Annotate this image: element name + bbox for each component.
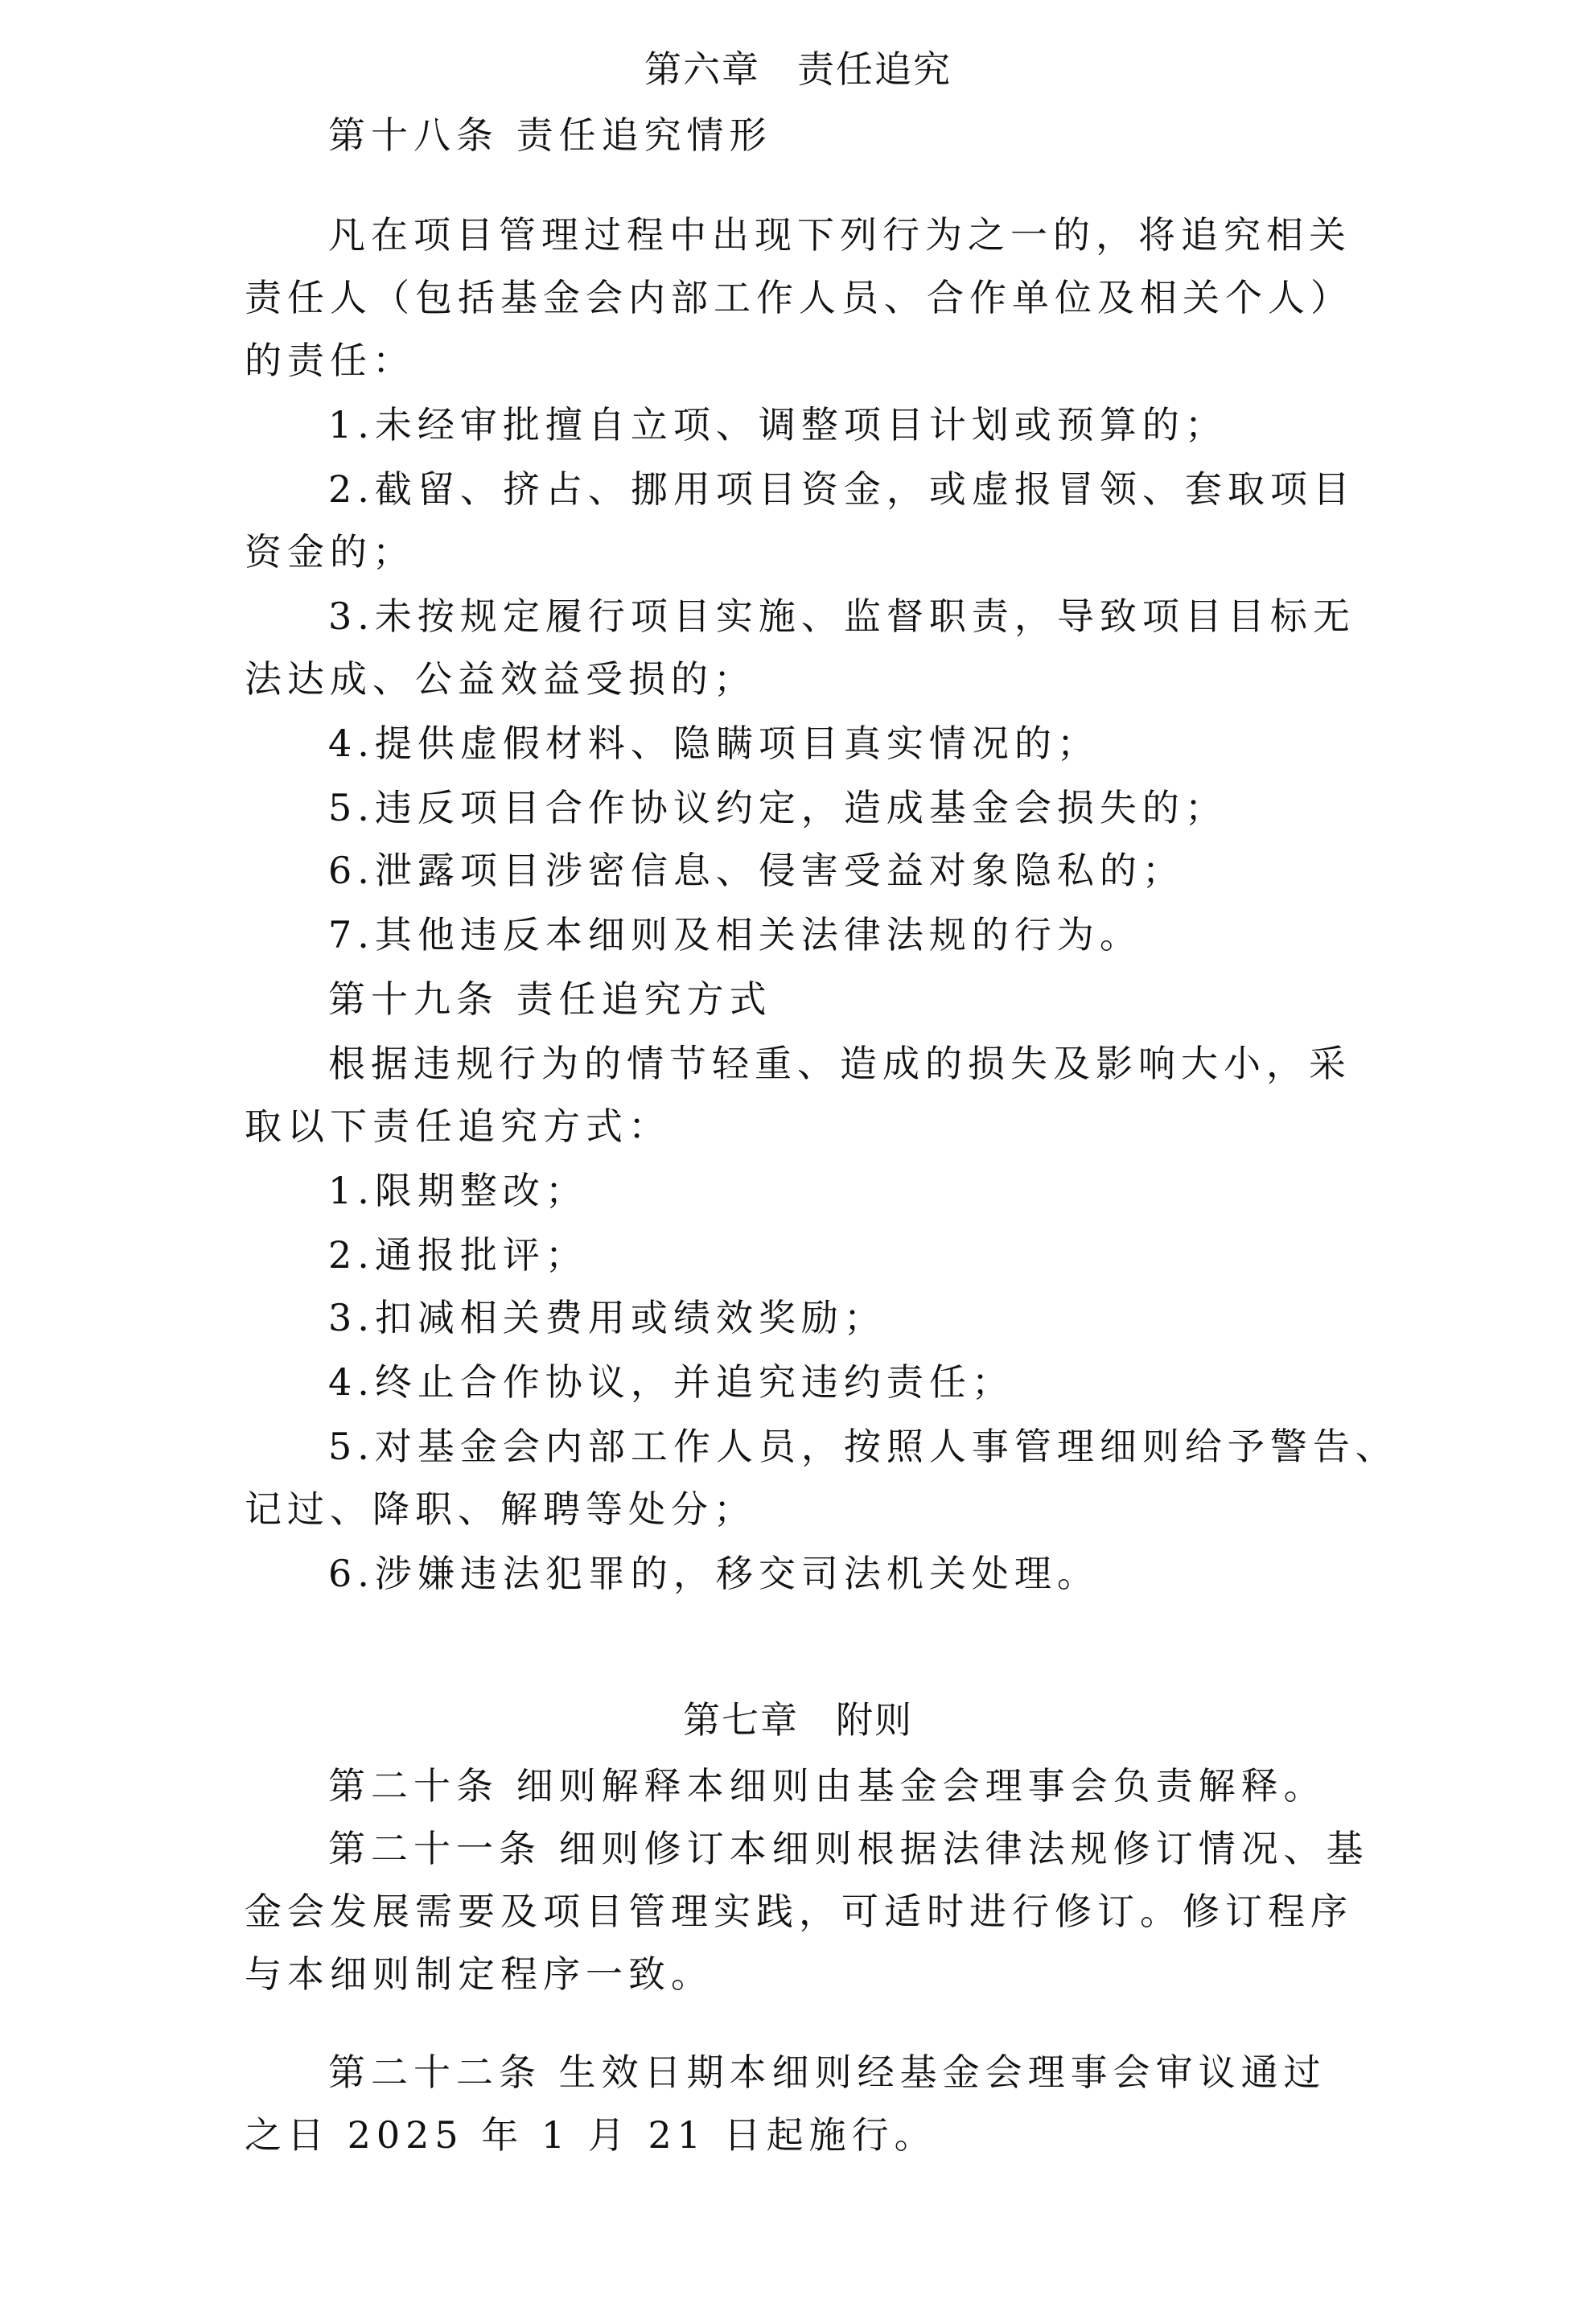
article-21-line3: 与本细则制定程序一致。 (245, 1952, 714, 1996)
article-22-line1: 第二十二条 生效日期本细则经基金会理事会审议通过 (328, 2051, 1327, 2094)
article-21-line1: 第二十一条 细则修订本细则根据法律法规修订情况、基 (328, 1827, 1369, 1870)
article-19-item-5-line1: 5.对基金会内部工作人员，按照人事管理细则给予警告、 (328, 1425, 1398, 1468)
article-19-item-1: 1.限期整改； (328, 1169, 588, 1212)
article-19-item-4: 4.终止合作协议，并追究违约责任； (328, 1360, 1014, 1404)
chapter-7-heading (0, 1696, 1596, 1744)
article-19-item-3: 3.扣减相关费用或绩效奖励； (328, 1296, 886, 1339)
article-19-heading: 第十九条 责任追究方式 (328, 977, 772, 1021)
article-18-item-5: 5.违反项目合作协议约定，造成基金会损失的； (328, 786, 1228, 829)
chapter-7-title: 附则 (836, 1698, 913, 1742)
article-18-heading: 第十八条 责任追究情形 (328, 113, 772, 157)
chapter-6-heading (0, 45, 1596, 93)
chapter-7-number: 第七章 (683, 1698, 799, 1742)
article-19-item-5-line2: 记过、降职、解聘等处分； (245, 1487, 756, 1531)
chapter-6-title: 责任追究 (797, 47, 952, 91)
article-18-intro-line3: 的责任： (245, 339, 415, 382)
article-19-item-2: 2.通报批评； (328, 1233, 588, 1277)
article-20-text: 第二十条 细则解释本细则由基金会理事会负责解释。 (328, 1764, 1327, 1808)
article-18-item-3-line2: 法达成、公益效益受损的； (245, 657, 756, 701)
article-21-line2: 金会发展需要及项目管理实践，可适时进行修订。修订程序 (245, 1890, 1353, 1933)
article-22-line2: 之日 2025 年 1 月 21 日起施行。 (245, 2113, 937, 2157)
article-18-item-3-line1: 3.未按规定履行项目实施、监督职责，导致项目目标无 (328, 594, 1355, 638)
article-18-intro-line1: 凡在项目管理过程中出现下列行为之一的，将追究相关 (328, 213, 1351, 257)
article-19-intro-line2: 取以下责任追究方式： (245, 1104, 671, 1148)
article-18-intro-line2: 责任人（包括基金会内部工作人员、合作单位及相关个人） (245, 276, 1353, 319)
article-18-item-7: 7.其他违反本细则及相关法律法规的行为。 (328, 913, 1142, 956)
article-18-item-4: 4.提供虚假材料、隐瞒项目真实情况的； (328, 722, 1100, 765)
article-18-item-1: 1.未经审批擅自立项、调整项目计划或预算的； (328, 403, 1228, 446)
article-19-intro-line1: 根据违规行为的情节轻重、造成的损失及影响大小，采 (328, 1042, 1351, 1085)
article-18-item-2-line1: 2.截留、挤占、挪用项目资金，或虚报冒领、套取项目 (328, 467, 1355, 511)
article-19-item-6: 6.涉嫌违法犯罪的，移交司法机关处理。 (328, 1552, 1100, 1595)
chapter-6-number: 第六章 (644, 47, 760, 91)
article-18-item-2-line2: 资金的； (245, 530, 415, 574)
article-18-item-6: 6.泄露项目涉密信息、侵害受益对象隐私的； (328, 849, 1185, 892)
